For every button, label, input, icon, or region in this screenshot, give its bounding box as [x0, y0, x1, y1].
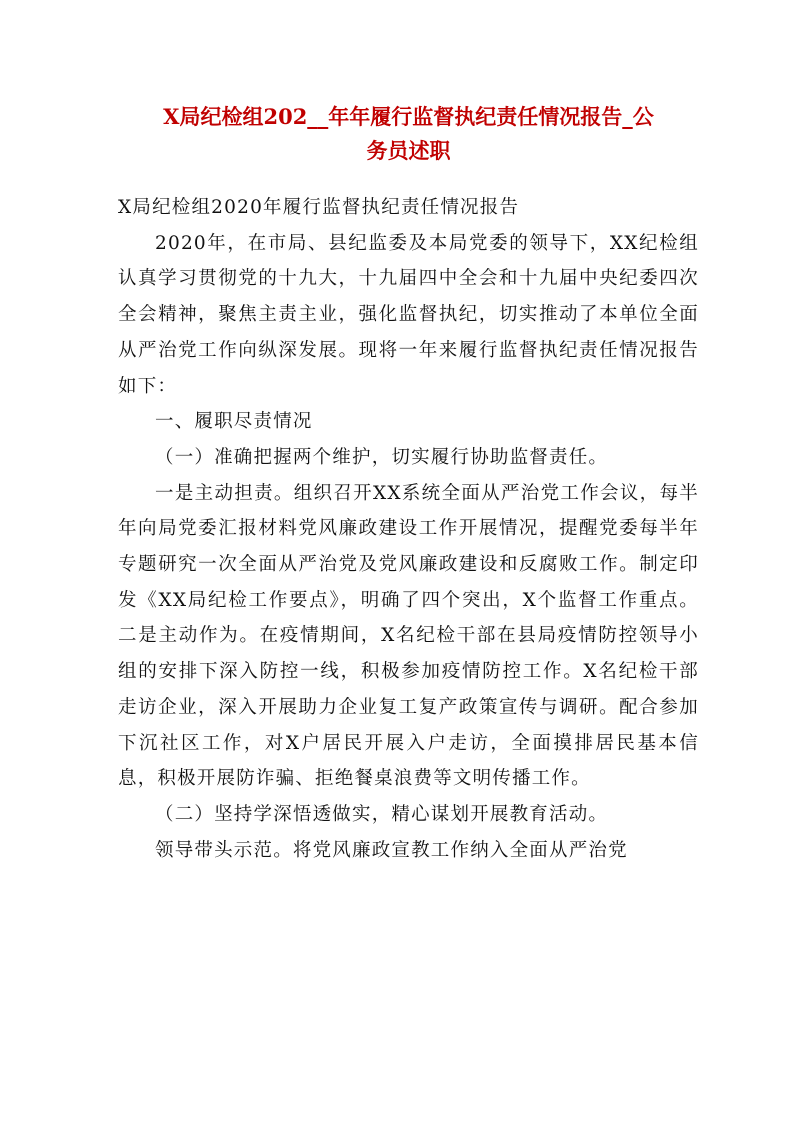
title-line-1: X局纪检组202__年年履行监督执纪责任情况报告_公 — [163, 104, 654, 129]
paragraph-intro: 2020年，在市局、县纪监委及本局党委的领导下，XX纪检组认真学习贯彻党的十九大，十九届四中全会和十九届中央纪委四次全会精神，聚焦主责主业，强化监督执纪，切实推动了本单位全面从严治党工作向纵深发展。现将一年来履行监督执纪责任情况报告如下： — [118, 232, 699, 397]
paragraph-leadership: 领导带头示范。将党风廉政宣教工作纳入全面从严治党 — [155, 839, 628, 861]
subsection-heading-1: （一）准确把握两个维护，切实履行协助监督责任。 — [155, 446, 609, 468]
report-subtitle: X局纪检组2020年履行监督执纪责任情况报告 — [118, 197, 520, 218]
paragraph-duty: 一是主动担责。组织召开XX系统全面从严治党工作会议，每半年向局党委汇报材料党风廉政建设工作开展情况，提醒党委每半年专题研究一次全面从严治党及党风廉政建设和反腐败工作。制定印发《XX局纪检工作要点》，明确了四个突出，X个监督工作重点。二是主动作为。在疫情期间，X名纪检干部在县局疫情防控领导小组的安排下深入防控一线，积极参加疫情防控工作。X名纪检干部走访企业，深入开展助力企业复工复产政策宣传与调研。配合参加下沉社区工作，对X户居民开展入户走访，全面摸排居民基本信息，积极开展防诈骗、拒绝餐桌浪费等文明传播工作。 — [118, 482, 699, 790]
title-line-2: 务员述职 — [366, 138, 451, 163]
section-heading-1: 一、履职尽责情况 — [155, 411, 313, 433]
document-body — [118, 190, 699, 868]
document-title — [118, 100, 699, 168]
subsection-heading-2: （二）坚持学深悟透做实，精心谋划开展教育活动。 — [155, 803, 609, 825]
